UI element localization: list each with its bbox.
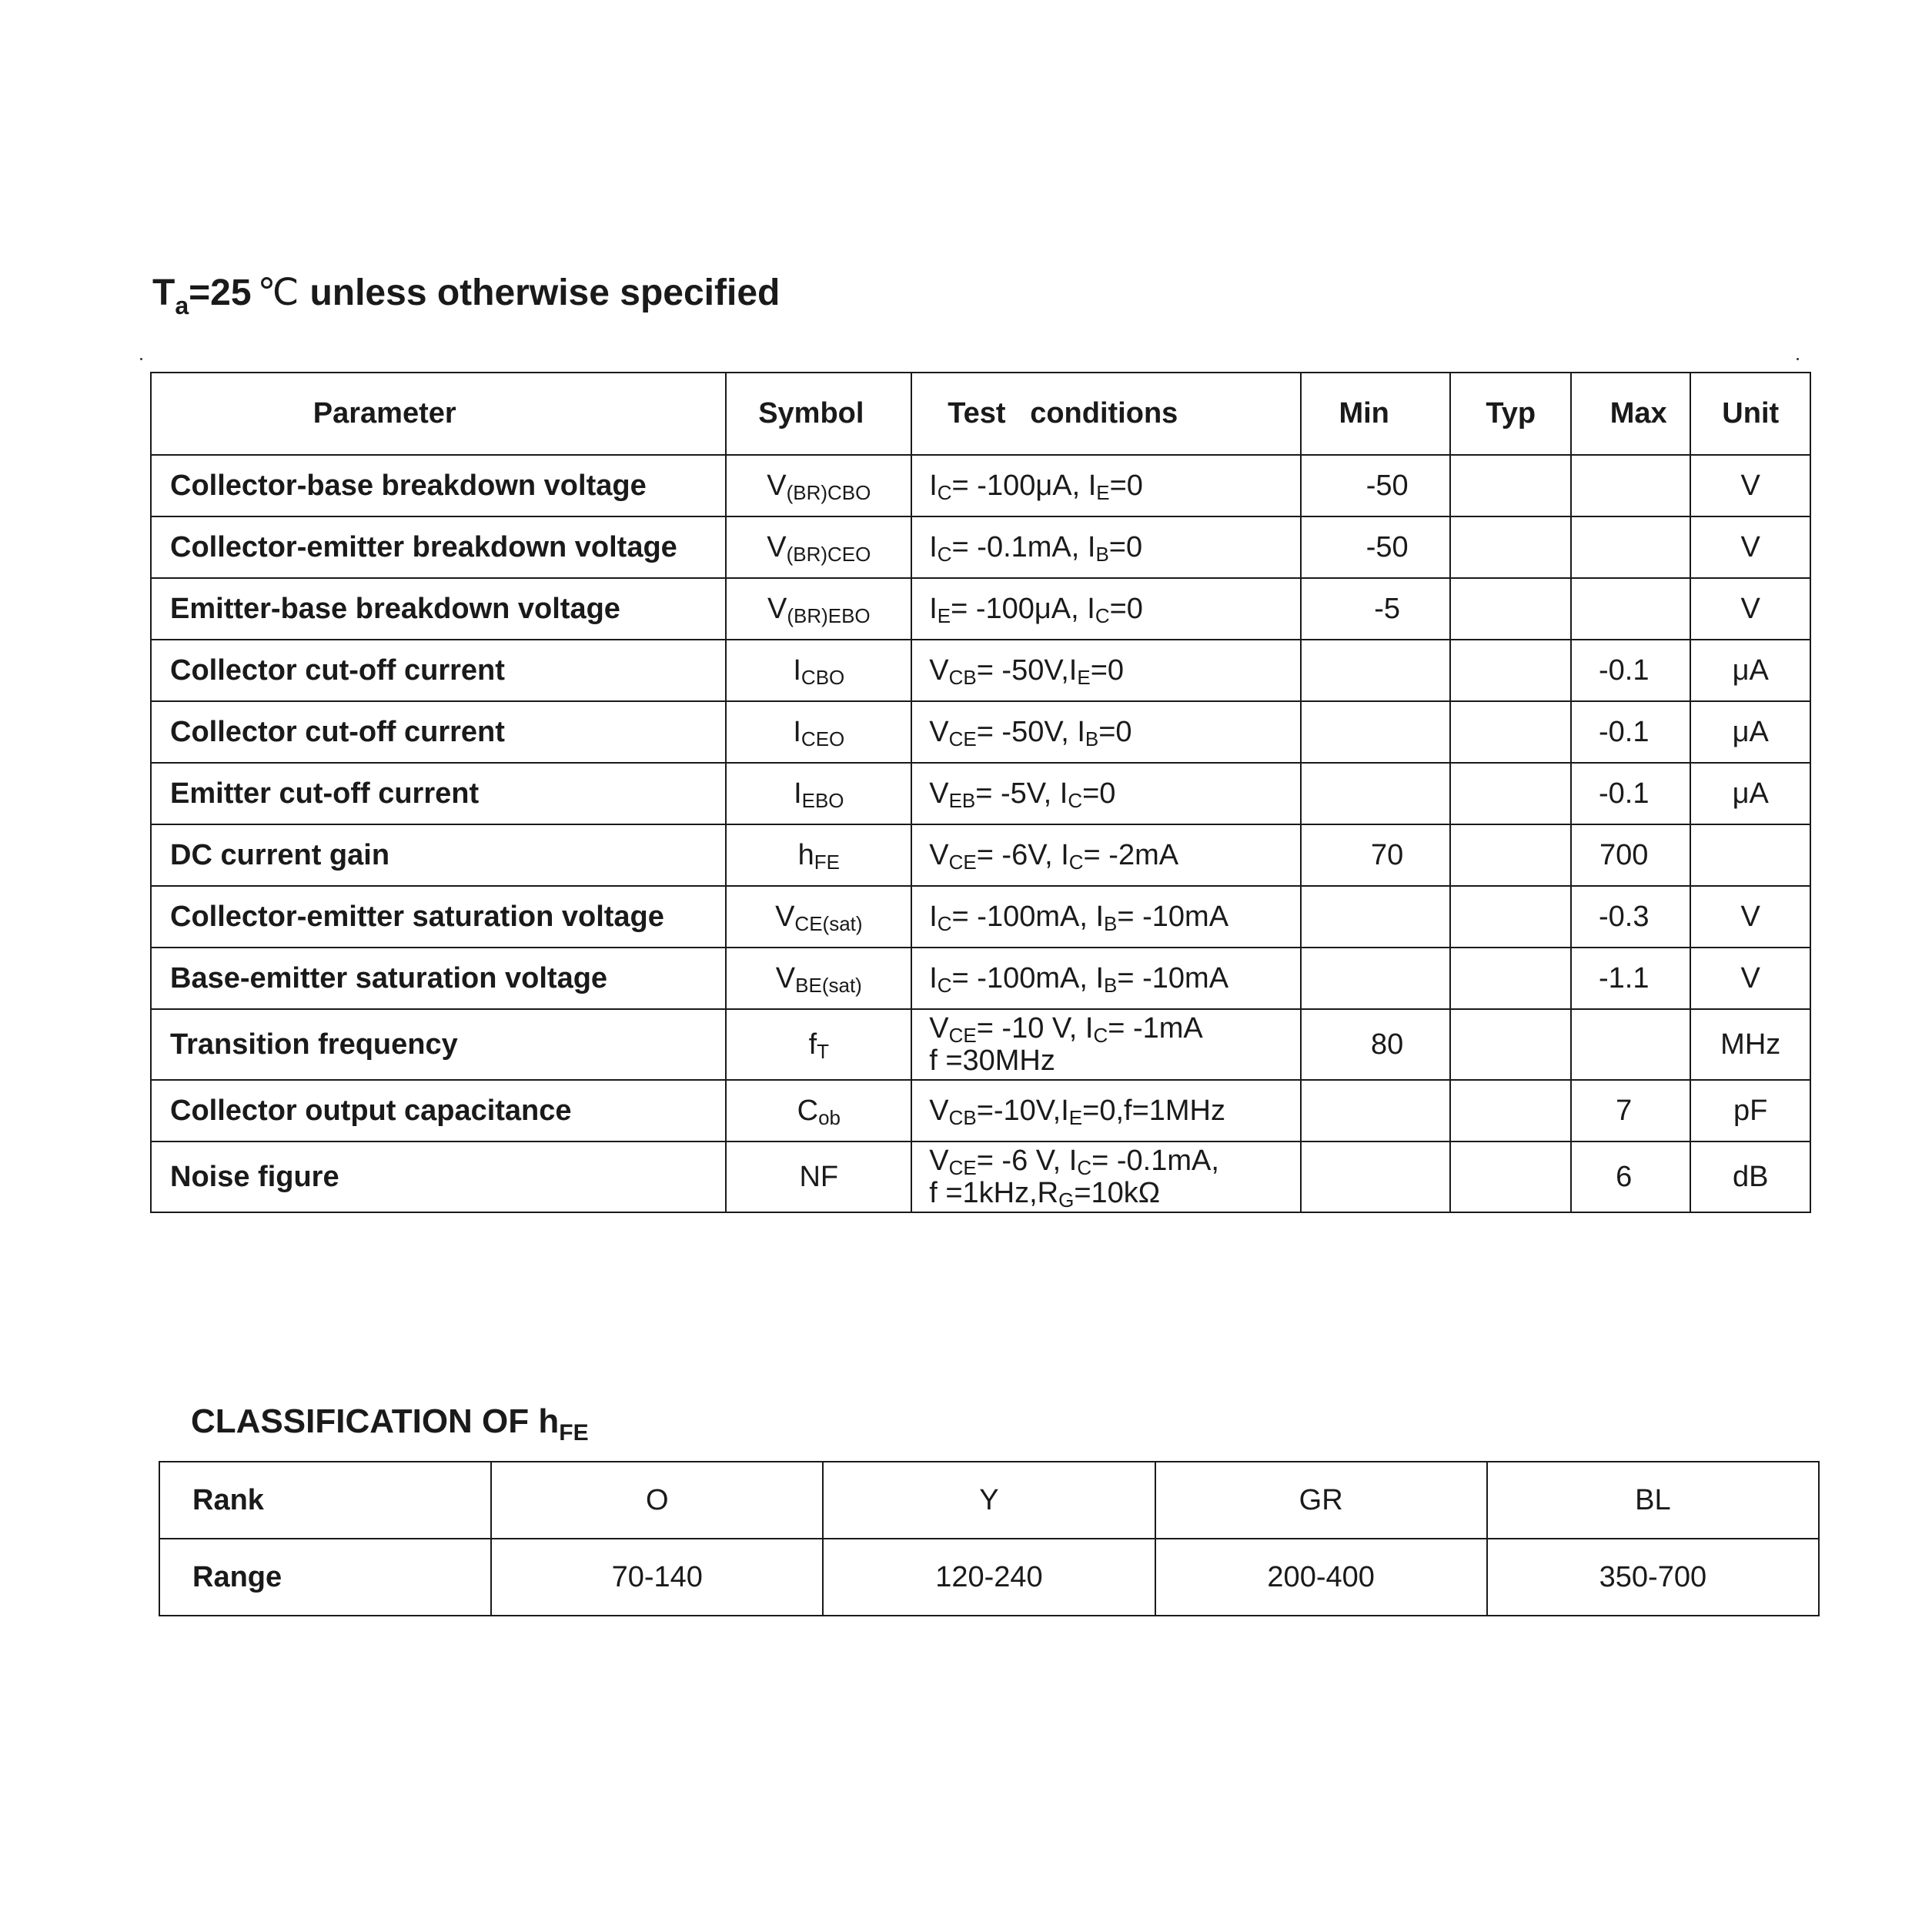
parameter-cell: Transition frequency: [151, 1009, 726, 1080]
condition-subscript: B: [1095, 543, 1109, 566]
condition-subscript: E: [1068, 1106, 1083, 1129]
heading-symbol: T: [152, 272, 175, 313]
min-cell: [1301, 886, 1451, 948]
electrical-characteristics-table: [150, 372, 1811, 1213]
parameter-cell: Noise figure: [151, 1141, 726, 1212]
classification-title-text: CLASSIFICATION OF h: [191, 1402, 560, 1440]
condition-text: =-10V,I: [976, 1095, 1069, 1127]
page-heading: [152, 271, 780, 319]
max-cell: -0.1: [1571, 701, 1691, 763]
header-conditions: Test conditions: [911, 373, 1301, 455]
min-cell: [1301, 1080, 1451, 1141]
condition-text: =0,f=1MHz: [1082, 1095, 1225, 1127]
symbol-text: f: [808, 1028, 817, 1061]
condition-text: =0: [1109, 470, 1143, 502]
symbol-text: V: [767, 530, 787, 563]
typ-cell: [1450, 516, 1571, 578]
table-row: [151, 701, 1810, 763]
typ-cell: [1450, 763, 1571, 824]
symbol-cell: [726, 948, 911, 1009]
typ-cell: [1450, 1141, 1571, 1212]
table-row: [151, 1141, 1810, 1212]
parameter-cell: Collector output capacitance: [151, 1080, 726, 1141]
typ-cell: [1450, 578, 1571, 640]
condition-text: =0: [1082, 777, 1116, 810]
table-row: [151, 1080, 1810, 1141]
min-cell: -50: [1301, 516, 1451, 578]
condition-text: = -100mA, I: [951, 901, 1105, 933]
condition-text: = -50V, I: [976, 716, 1085, 748]
min-cell: 80: [1301, 1009, 1451, 1080]
condition-subscript: E: [937, 604, 951, 627]
condition-subscript: CB: [948, 1106, 977, 1129]
table-row: [151, 1009, 1810, 1080]
typ-cell: [1450, 1080, 1571, 1141]
min-cell: [1301, 1141, 1451, 1212]
condition-text: = -100μA, I: [951, 470, 1097, 502]
symbol-subscript: T: [817, 1039, 830, 1063]
condition-subscript: C: [1095, 604, 1110, 627]
conditions-cell: [911, 578, 1301, 640]
symbol-text: V: [767, 469, 787, 502]
condition-text: V: [929, 654, 949, 687]
condition-text: = -2mA: [1083, 839, 1179, 871]
condition-subscript: B: [1104, 912, 1118, 935]
unit-cell: V: [1690, 455, 1810, 516]
range-cell: 350-700: [1487, 1539, 1819, 1616]
parameter-cell: Emitter-base breakdown voltage: [151, 578, 726, 640]
range-label: Range: [159, 1539, 491, 1616]
symbol-subscript: EBO: [801, 788, 844, 812]
symbol-subscript: (BR)EBO: [787, 603, 871, 627]
condition-subscript: C: [1077, 1156, 1092, 1179]
condition-text: =0: [1108, 531, 1143, 563]
condition-subscript: C: [937, 481, 952, 504]
header-parameter: Parameter: [151, 373, 726, 455]
conditions-cell: [911, 516, 1301, 578]
unit-cell: V: [1690, 516, 1810, 578]
unit-cell: dB: [1690, 1141, 1810, 1212]
rank-cell: BL: [1487, 1462, 1819, 1539]
condition-text: V: [929, 1012, 949, 1045]
conditions-cell: [911, 824, 1301, 886]
condition-subscript: G: [1058, 1188, 1075, 1212]
condition-text: V: [929, 839, 949, 871]
condition-text: = -10mA: [1117, 901, 1229, 933]
header-unit: Unit: [1690, 373, 1810, 455]
table-row: [151, 640, 1810, 701]
conditions-cell: [911, 763, 1301, 824]
symbol-subscript: CEO: [801, 727, 845, 750]
unit-cell: [1690, 824, 1810, 886]
symbol-text: NF: [799, 1160, 839, 1193]
parameter-cell: Base-emitter saturation voltage: [151, 948, 726, 1009]
table-row: [151, 455, 1810, 516]
table-row: [151, 516, 1810, 578]
table-row: [151, 578, 1810, 640]
condition-subscript: B: [1085, 727, 1099, 750]
conditions-cell: [911, 455, 1301, 516]
table-row: [151, 948, 1810, 1009]
condition-text: = -10mA: [1117, 962, 1229, 994]
degree-celsius-symbol: ℃: [257, 272, 299, 313]
conditions-cell: [911, 701, 1301, 763]
symbol-text: C: [797, 1094, 819, 1127]
symbol-subscript: (BR)CEO: [786, 542, 871, 566]
symbol-cell: [726, 763, 911, 824]
condition-text: I: [929, 962, 938, 994]
typ-cell: [1450, 948, 1571, 1009]
symbol-cell: [726, 1141, 911, 1212]
parameter-cell: Collector-base breakdown voltage: [151, 455, 726, 516]
symbol-cell: [726, 824, 911, 886]
conditions-cell: [911, 1141, 1301, 1212]
max-cell: 700: [1571, 824, 1691, 886]
symbol-text: I: [794, 777, 802, 810]
classification-title-subscript: FE: [559, 1420, 589, 1446]
max-cell: -1.1: [1571, 948, 1691, 1009]
condition-subscript: CB: [948, 666, 977, 689]
condition-text: V: [929, 716, 949, 748]
conditions-cell: [911, 1009, 1301, 1080]
condition-text: I: [929, 593, 938, 625]
symbol-text: h: [797, 838, 814, 871]
typ-cell: [1450, 824, 1571, 886]
min-cell: -50: [1301, 455, 1451, 516]
rank-cell: O: [491, 1462, 823, 1539]
conditions-cell: [911, 1080, 1301, 1141]
condition-text: V: [929, 777, 949, 810]
condition-subscript: C: [937, 543, 952, 566]
condition-text: I: [929, 901, 938, 933]
min-cell: [1301, 763, 1451, 824]
condition-subscript: C: [1068, 789, 1083, 812]
condition-subscript: C: [937, 974, 952, 997]
unit-cell: pF: [1690, 1080, 1810, 1141]
range-cell: 200-400: [1155, 1539, 1487, 1616]
symbol-subscript: CE(sat): [794, 911, 863, 935]
symbol-subscript: BE(sat): [795, 973, 862, 997]
table-row: [151, 763, 1810, 824]
max-cell: 7: [1571, 1080, 1691, 1141]
condition-subscript: C: [1068, 851, 1084, 874]
conditions-cell: [911, 640, 1301, 701]
range-cell: 70-140: [491, 1539, 823, 1616]
rank-cell: Y: [823, 1462, 1155, 1539]
symbol-cell: [726, 455, 911, 516]
min-cell: 70: [1301, 824, 1451, 886]
range-cell: 120-240: [823, 1539, 1155, 1616]
condition-subscript: E: [1096, 481, 1110, 504]
max-cell: 6: [1571, 1141, 1691, 1212]
table-row: [151, 824, 1810, 886]
condition-text: f =30MHz: [929, 1045, 1055, 1077]
condition-subscript: B: [1104, 974, 1118, 997]
symbol-text: V: [775, 961, 796, 994]
symbol-cell: [726, 701, 911, 763]
range-row: [159, 1539, 1819, 1616]
symbol-subscript: ob: [818, 1105, 841, 1129]
stray-dot: [1797, 358, 1799, 360]
symbol-text: I: [793, 653, 801, 687]
header-min: Min: [1301, 373, 1451, 455]
condition-text: = -6 V, I: [976, 1145, 1078, 1177]
symbol-subscript: CBO: [801, 665, 845, 689]
condition-subscript: CE: [948, 1024, 977, 1047]
symbol-text: I: [793, 715, 801, 748]
unit-cell: MHz: [1690, 1009, 1810, 1080]
max-cell: [1571, 516, 1691, 578]
max-cell: [1571, 578, 1691, 640]
max-cell: [1571, 1009, 1691, 1080]
parameter-cell: Collector-emitter saturation voltage: [151, 886, 726, 948]
condition-text: = -50V,I: [976, 654, 1078, 687]
unit-cell: μA: [1690, 701, 1810, 763]
min-cell: [1301, 640, 1451, 701]
max-cell: -0.1: [1571, 763, 1691, 824]
condition-subscript: E: [1077, 666, 1091, 689]
min-cell: -5: [1301, 578, 1451, 640]
table-row: [151, 886, 1810, 948]
condition-text: V: [929, 1095, 949, 1127]
condition-text: I: [929, 531, 938, 563]
parameter-cell: Emitter cut-off current: [151, 763, 726, 824]
heading-text: unless otherwise specified: [309, 272, 780, 313]
typ-cell: [1450, 455, 1571, 516]
unit-cell: V: [1690, 578, 1810, 640]
condition-text: = -5V, I: [975, 777, 1068, 810]
parameter-cell: Collector cut-off current: [151, 640, 726, 701]
parameter-cell: Collector cut-off current: [151, 701, 726, 763]
condition-text: =10kΩ: [1074, 1177, 1161, 1209]
unit-cell: V: [1690, 886, 1810, 948]
condition-text: = -1mA: [1108, 1012, 1203, 1045]
symbol-text: V: [775, 900, 795, 933]
typ-cell: [1450, 886, 1571, 948]
condition-subscript: EB: [948, 789, 976, 812]
table-header-row: [151, 373, 1810, 455]
condition-text: = -0.1mA,: [1091, 1145, 1219, 1177]
condition-subscript: C: [937, 912, 952, 935]
hfe-classification-table: [159, 1461, 1820, 1616]
stray-dot: [140, 358, 142, 360]
condition-text: V: [929, 1145, 949, 1177]
heading-symbol-subscript: a: [175, 292, 189, 319]
unit-cell: μA: [1690, 640, 1810, 701]
condition-text: = -100mA, I: [951, 962, 1105, 994]
condition-text: = -100μA, I: [951, 593, 1095, 625]
header-typ: Typ: [1450, 373, 1571, 455]
symbol-subscript: (BR)CBO: [786, 480, 871, 504]
condition-subscript: CE: [948, 1156, 977, 1179]
symbol-cell: [726, 886, 911, 948]
unit-cell: μA: [1690, 763, 1810, 824]
heading-temperature: =25: [189, 272, 252, 313]
min-cell: [1301, 701, 1451, 763]
condition-text: =0: [1090, 654, 1125, 687]
condition-text: = -10 V, I: [976, 1012, 1094, 1045]
header-max: Max: [1571, 373, 1691, 455]
min-cell: [1301, 948, 1451, 1009]
condition-subscript: C: [1093, 1024, 1108, 1047]
condition-text: = -0.1mA, I: [951, 531, 1096, 563]
max-cell: -0.3: [1571, 886, 1691, 948]
conditions-cell: [911, 886, 1301, 948]
typ-cell: [1450, 1009, 1571, 1080]
condition-subscript: CE: [948, 727, 977, 750]
symbol-cell: [726, 578, 911, 640]
condition-text: =0: [1098, 716, 1132, 748]
symbol-subscript: FE: [814, 850, 840, 874]
rank-cell: GR: [1155, 1462, 1487, 1539]
conditions-cell: [911, 948, 1301, 1009]
symbol-cell: [726, 516, 911, 578]
parameter-cell: Collector-emitter breakdown voltage: [151, 516, 726, 578]
header-symbol: Symbol: [726, 373, 911, 455]
symbol-cell: [726, 640, 911, 701]
symbol-cell: [726, 1080, 911, 1141]
classification-title: [191, 1402, 589, 1446]
max-cell: -0.1: [1571, 640, 1691, 701]
symbol-text: V: [767, 592, 787, 625]
condition-text: = -6V, I: [976, 839, 1069, 871]
parameter-cell: DC current gain: [151, 824, 726, 886]
rank-label: Rank: [159, 1462, 491, 1539]
condition-subscript: CE: [948, 851, 977, 874]
typ-cell: [1450, 701, 1571, 763]
condition-text: I: [929, 470, 938, 502]
condition-text: f =1kHz,R: [929, 1177, 1059, 1209]
typ-cell: [1450, 640, 1571, 701]
symbol-cell: [726, 1009, 911, 1080]
rank-row: [159, 1462, 1819, 1539]
max-cell: [1571, 455, 1691, 516]
condition-text: =0: [1109, 593, 1143, 625]
unit-cell: V: [1690, 948, 1810, 1009]
